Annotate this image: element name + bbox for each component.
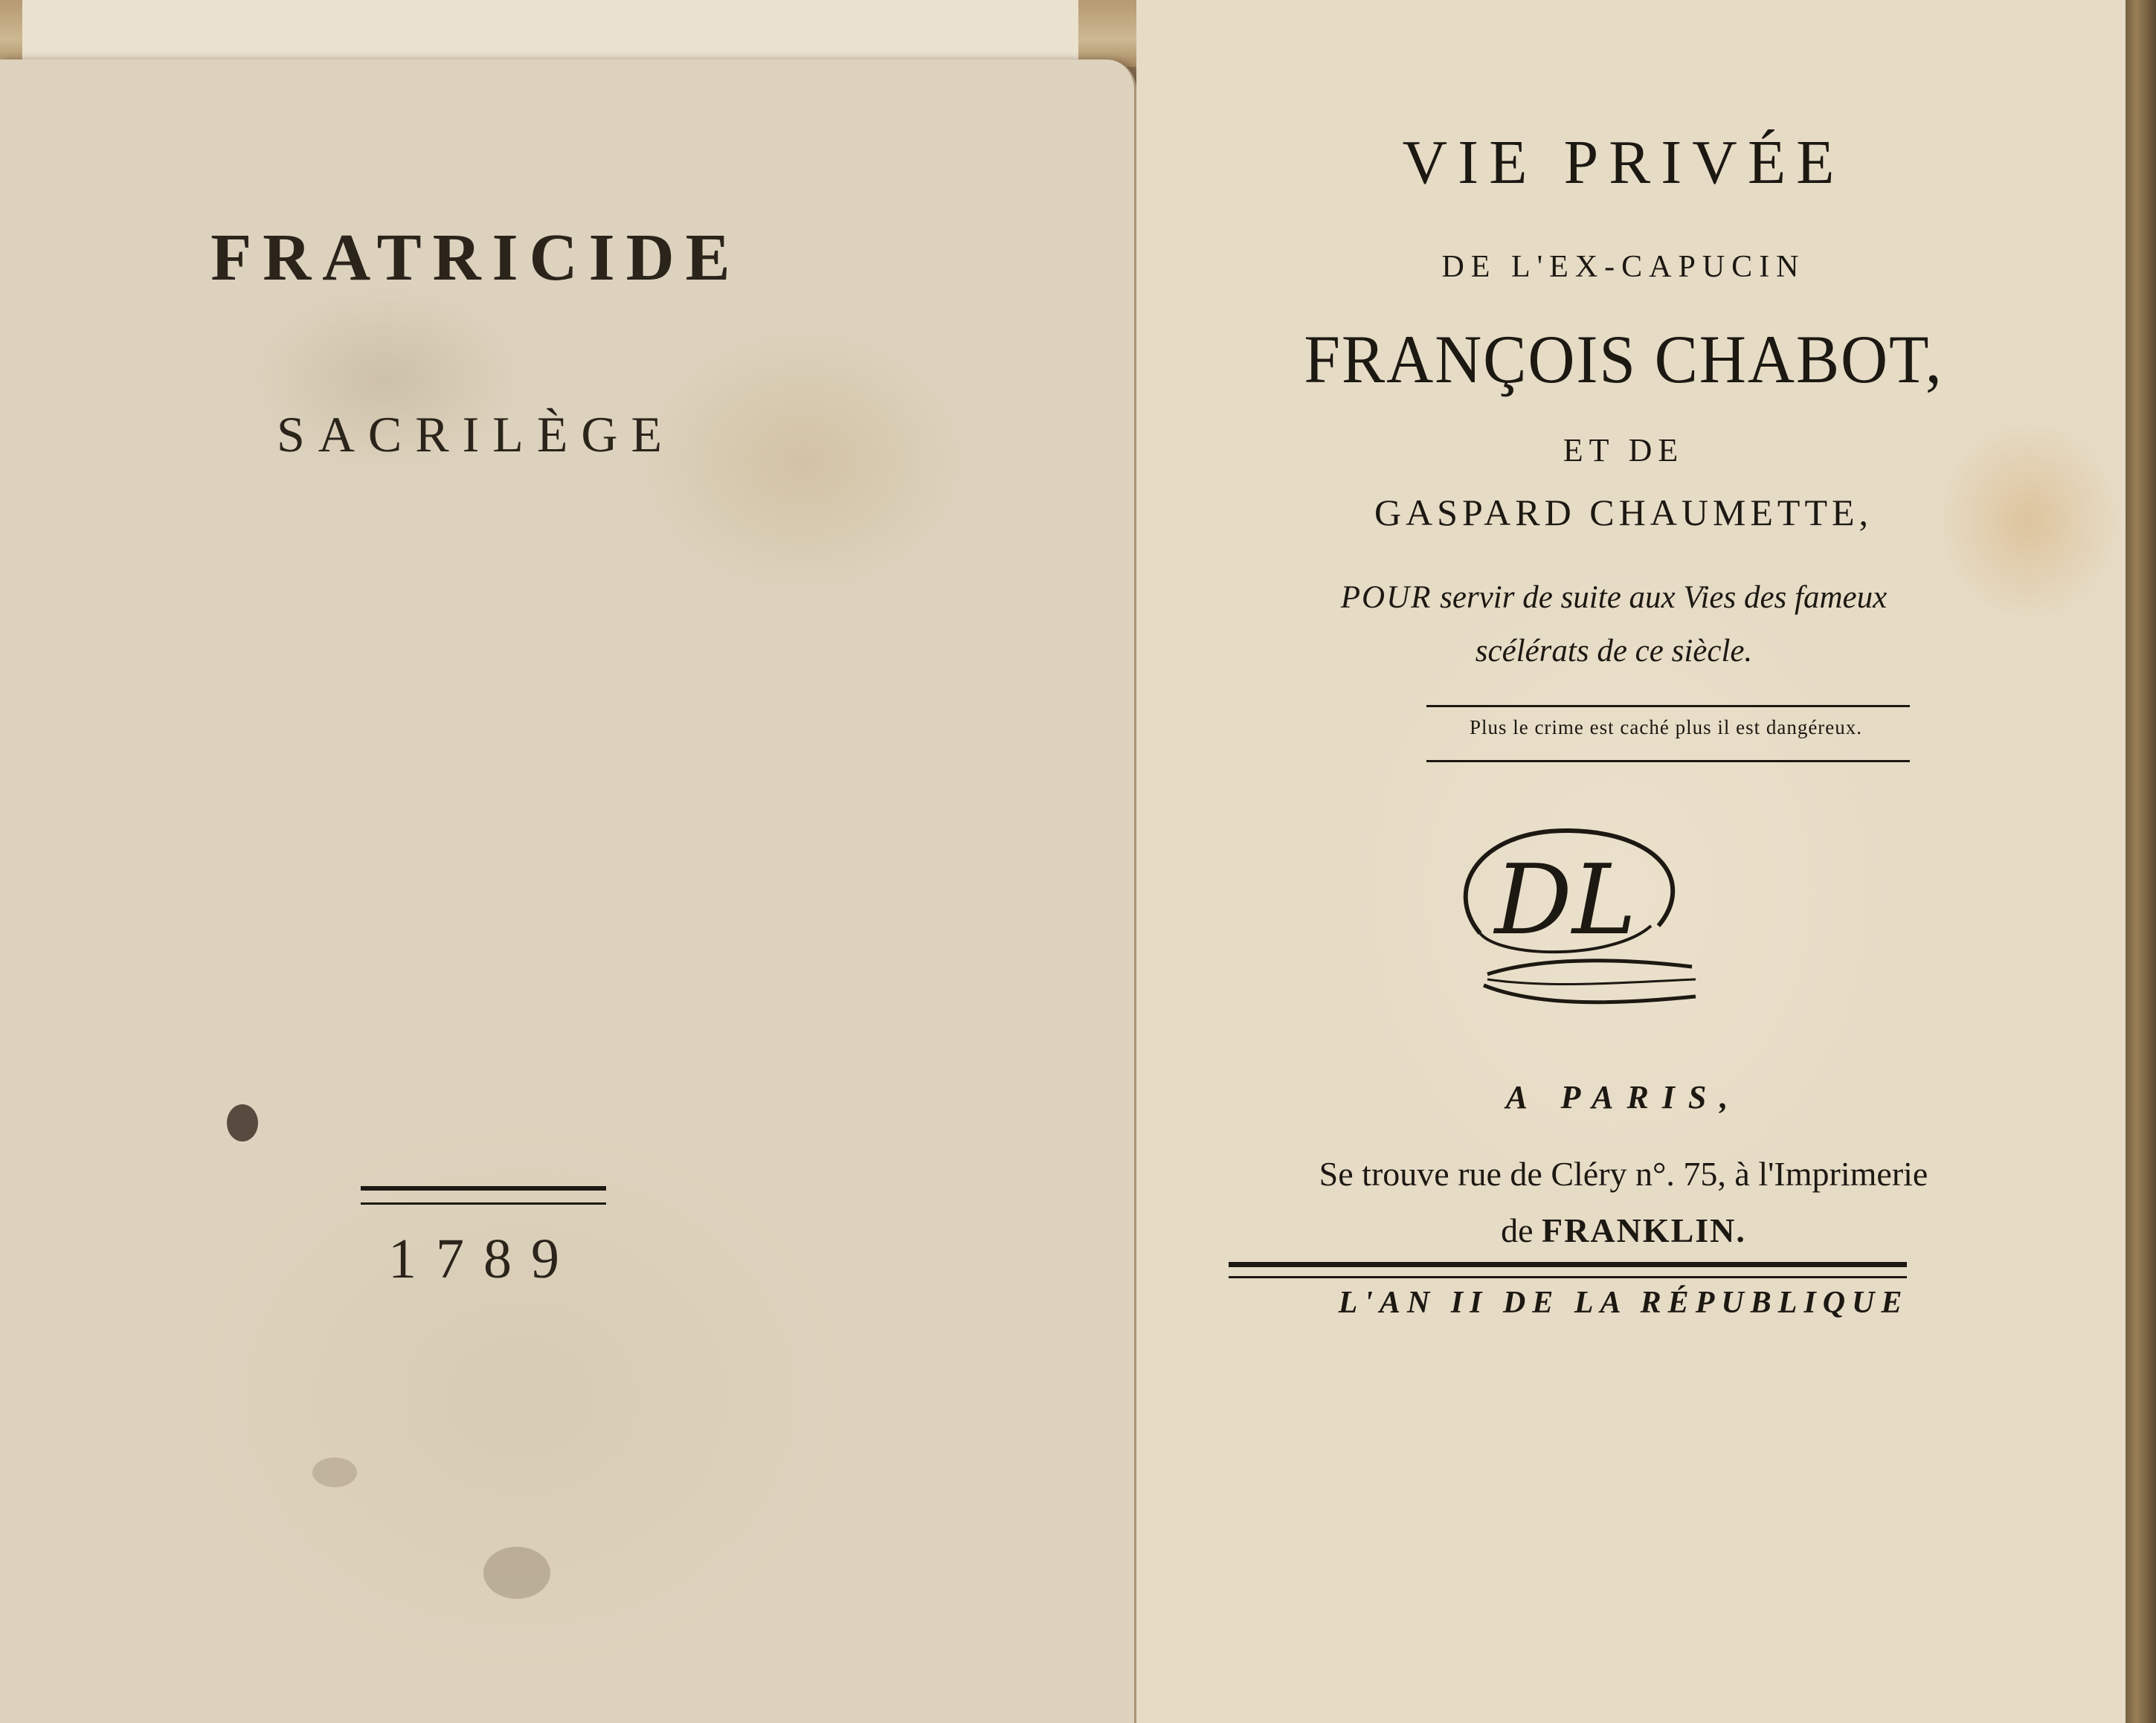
title-line-5: GASPARD CHAUMETTE, <box>1374 492 1873 533</box>
imprint-address: Se trouve rue de Cléry n°. 75, à l'Imprimerie <box>1319 1155 1928 1193</box>
title-line-1: VIE PRIVÉE <box>1402 128 1845 197</box>
left-cover-page <box>0 59 1136 1723</box>
title-line-4: ET DE <box>1563 432 1684 468</box>
title-line-3: FRANÇOIS CHABOT, <box>1304 321 1943 397</box>
purpose-text <box>1205 571 2023 678</box>
purpose-rest: servir de suite aux Vies des fameux <box>1440 580 1888 615</box>
epigraph: Plus le crime est caché plus il est dangéreux. <box>1469 716 1863 738</box>
cover-title: FRATRICIDE <box>210 221 741 294</box>
dirt-smudge <box>312 1458 357 1487</box>
cover-year: 1789 <box>388 1228 579 1290</box>
imprint-rule <box>1229 1262 1907 1278</box>
cover-rule <box>361 1186 606 1205</box>
under-page-edge <box>22 0 1078 65</box>
title-line-2: DE L'EX-CAPUCIN <box>1441 250 1806 284</box>
cover-subtitle: SACRILÈGE <box>277 406 675 463</box>
imprint-place: A PARIS, <box>1505 1079 1742 1115</box>
purpose-caps: POUR <box>1340 580 1432 615</box>
imprint-prefix: de <box>1501 1211 1534 1249</box>
book-spine-edge <box>2123 0 2156 1723</box>
epigraph-rule-bottom <box>1426 760 1910 762</box>
printer-name: FRANKLIN. <box>1542 1211 1746 1249</box>
printer-monogram <box>1435 822 1703 1030</box>
monogram-letters: DL <box>1494 843 1637 956</box>
republic-year: L'AN II DE LA RÉPUBLIQUE <box>1338 1286 1909 1320</box>
ink-spot <box>227 1104 258 1141</box>
epigraph-rule-top <box>1426 705 1910 707</box>
dirt-smudge <box>483 1547 550 1599</box>
purpose-line-2: scélérats de ce siècle. <box>1475 634 1753 669</box>
imprint-printer <box>1136 1211 2111 1250</box>
